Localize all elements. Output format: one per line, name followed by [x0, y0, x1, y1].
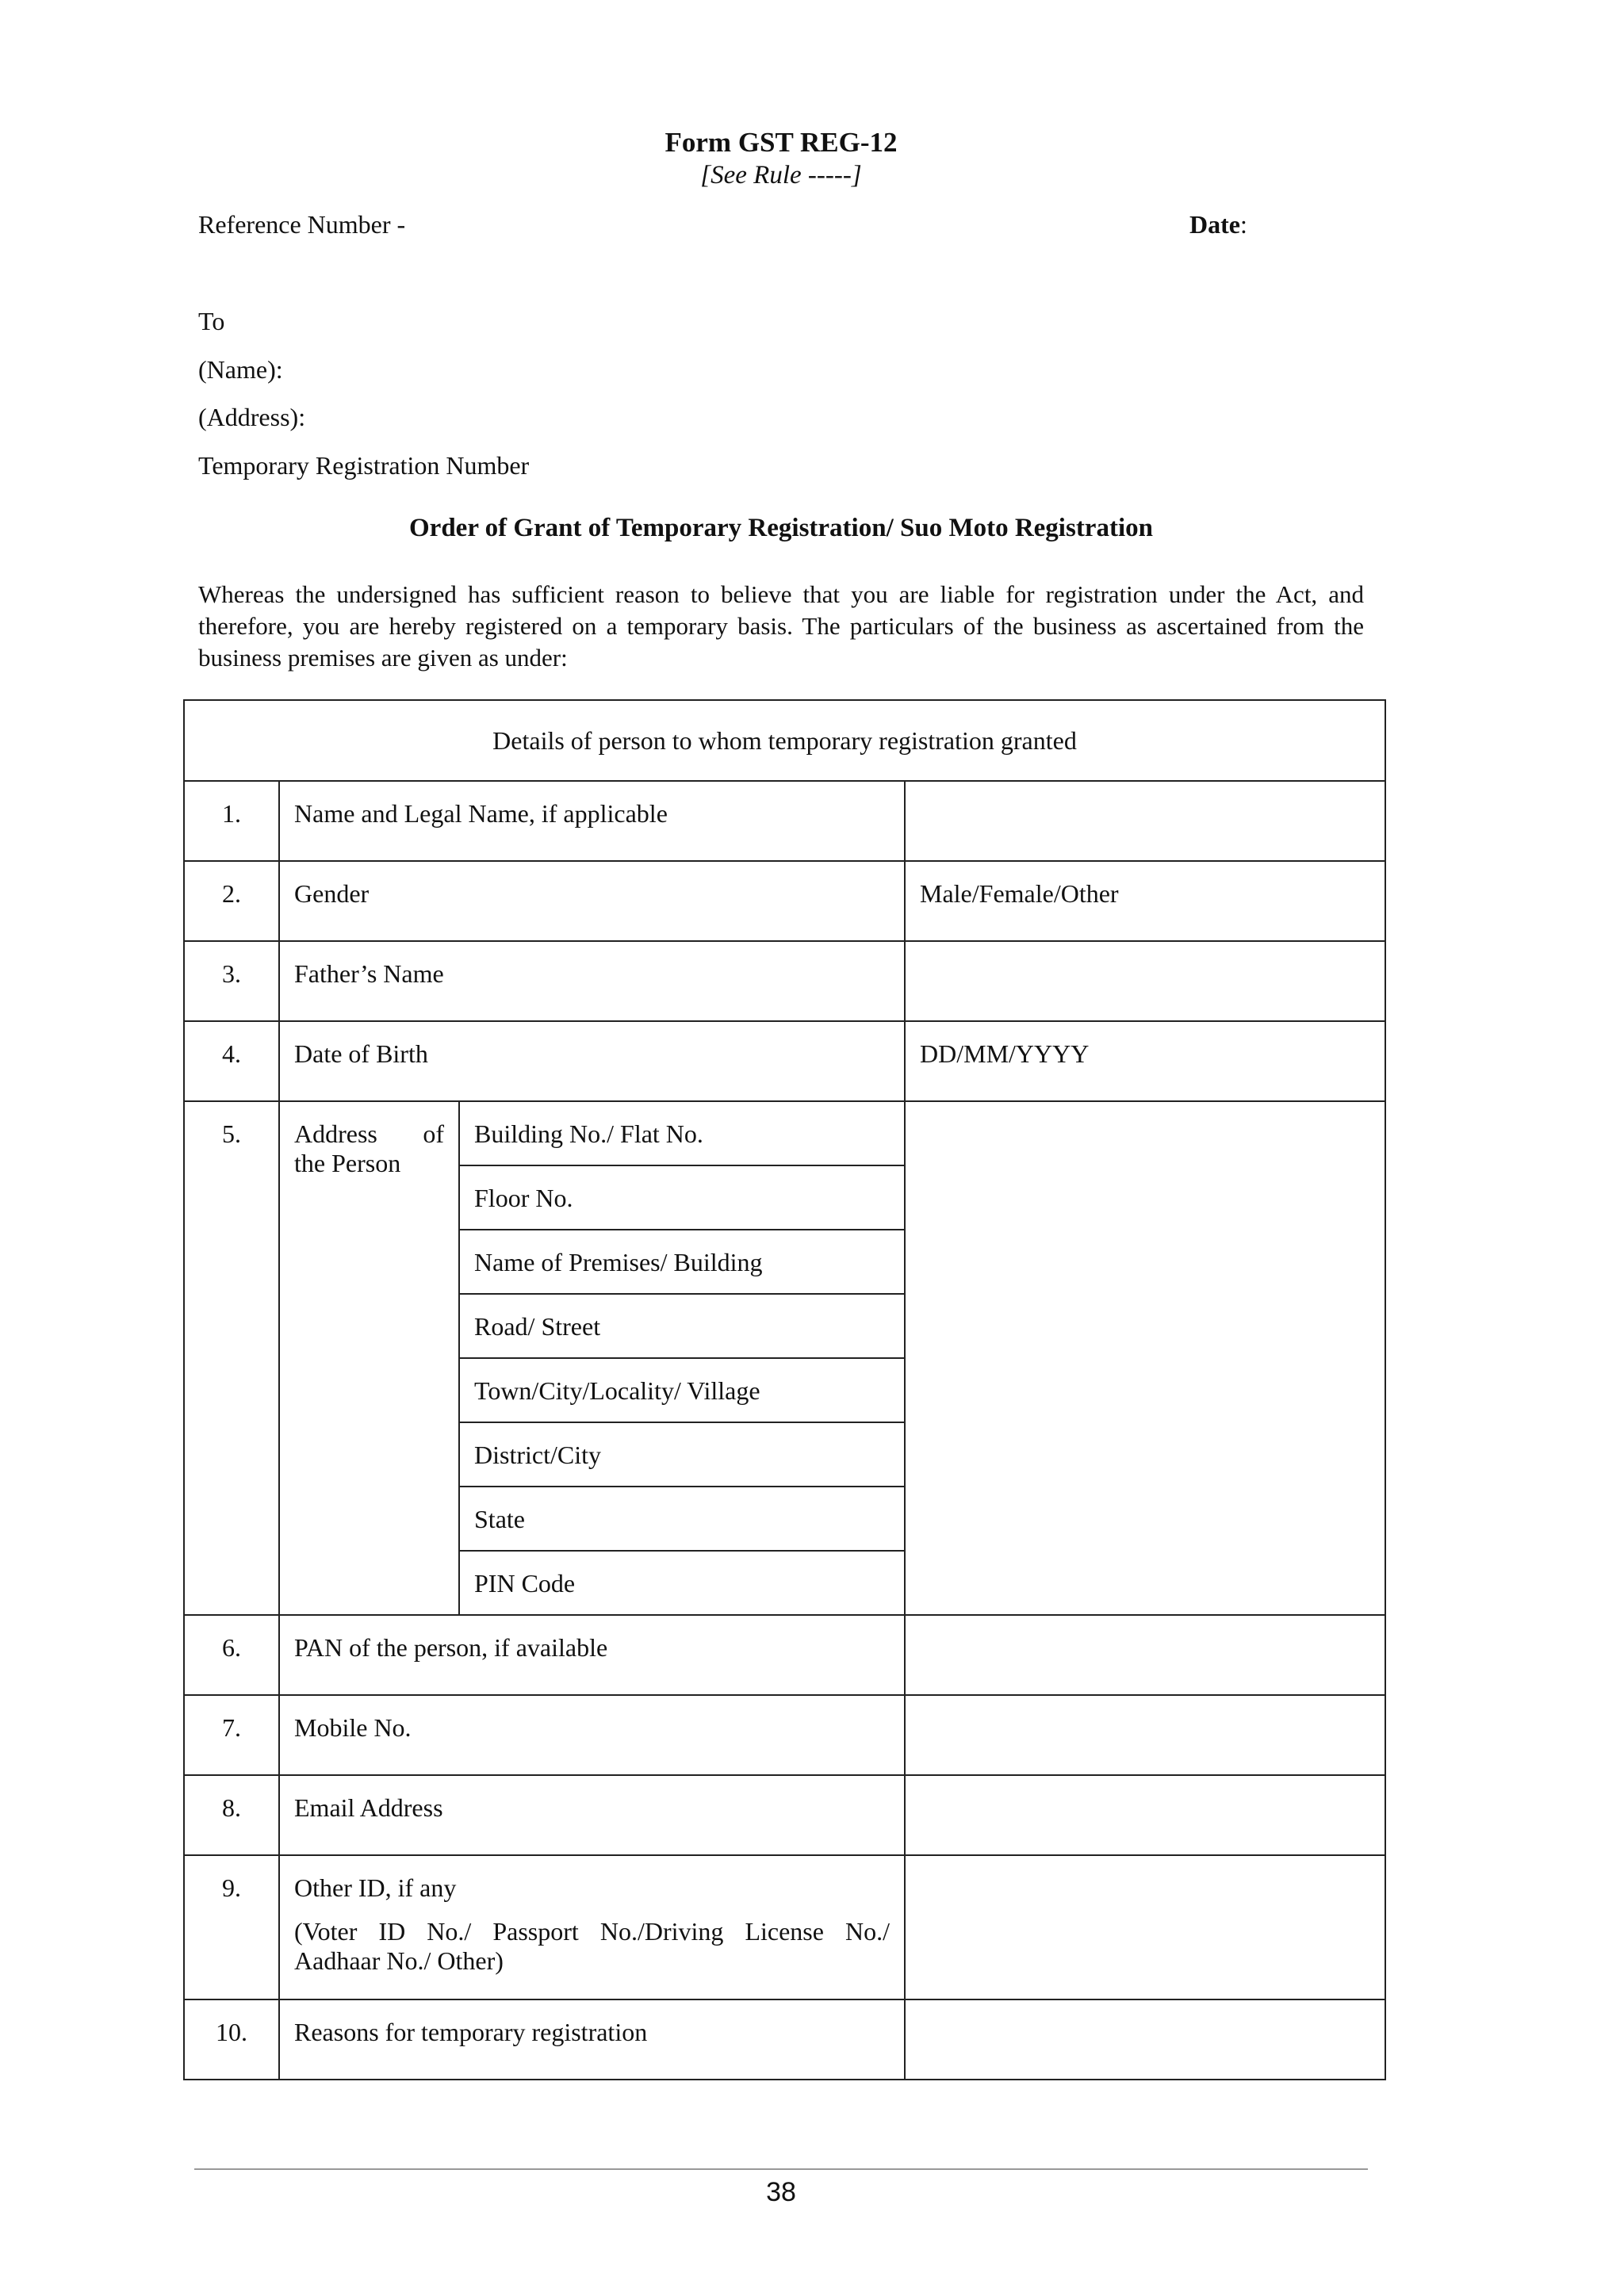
address-label: (Address): — [198, 403, 306, 431]
name-label: (Name): — [198, 355, 283, 384]
reference-number-label: Reference Number - — [198, 210, 406, 239]
row-label: Mobile No. — [279, 1695, 905, 1775]
row-value: DD/MM/YYYY — [905, 1021, 1385, 1101]
other-id-detail: (Voter ID No./ Passport No./Driving License No./ Aadhaar No./ Other) — [294, 1917, 890, 1975]
row-label: Date of Birth — [279, 1021, 905, 1101]
row-number: 2. — [184, 861, 279, 941]
row-label: Email Address — [279, 1775, 905, 1855]
row-number: 3. — [184, 941, 279, 1021]
temporary-registration-number-label: Temporary Registration Number — [198, 451, 530, 480]
to-label: To — [198, 307, 225, 335]
address-field: Building No./ Flat No. — [459, 1101, 905, 1165]
address-label-line1 — [294, 1119, 444, 1149]
details-table — [183, 699, 1386, 2080]
address-field: PIN Code — [459, 1551, 905, 1615]
row-number: 4. — [184, 1021, 279, 1101]
row-label: Reasons for temporary registration — [279, 1999, 905, 2080]
table-header: Details of person to whom temporary registration granted — [184, 700, 1385, 781]
row-number: 6. — [184, 1615, 279, 1695]
form-title: Form GST REG-12 — [665, 127, 898, 158]
row-number: 9. — [184, 1855, 279, 1999]
address-field: Name of Premises/ Building — [459, 1230, 905, 1294]
address-field: Town/City/Locality/ Village — [459, 1358, 905, 1422]
row-value — [905, 1999, 1385, 2080]
date-label-text: Date — [1189, 210, 1240, 239]
table-row — [184, 1775, 1385, 1855]
date-colon: : — [1239, 210, 1247, 239]
row-label: Name and Legal Name, if applicable — [279, 781, 905, 861]
table-row — [184, 1615, 1385, 1695]
row-number: 10. — [184, 1999, 279, 2080]
row-number: 1. — [184, 781, 279, 861]
row-label: Gender — [279, 861, 905, 941]
page-number: 38 — [766, 2177, 796, 2207]
table-row — [184, 861, 1385, 941]
address-of-person-label — [279, 1101, 459, 1615]
address-label-word: Address — [294, 1119, 377, 1148]
other-id-cell — [279, 1855, 905, 1999]
row-value — [905, 1615, 1385, 1695]
address-field: District/City — [459, 1422, 905, 1487]
row-number: 5. — [184, 1101, 279, 1615]
table-row — [184, 1021, 1385, 1101]
other-id-label: Other ID, if any — [294, 1873, 457, 1902]
footer-divider — [194, 2168, 1368, 2170]
table-row — [184, 941, 1385, 1021]
address-value — [905, 1101, 1385, 1615]
row-value — [905, 1855, 1385, 1999]
row-value: Male/Female/Other — [905, 861, 1385, 941]
row-value — [905, 941, 1385, 1021]
address-field: State — [459, 1487, 905, 1551]
table-row — [184, 781, 1385, 861]
order-title: Order of Grant of Temporary Registration/ Suo Moto Registration — [409, 514, 1153, 542]
address-label-line2: the Person — [294, 1149, 401, 1177]
row-value — [905, 1695, 1385, 1775]
address-label-of: of — [423, 1119, 444, 1148]
intro-paragraph: Whereas the undersigned has sufficient reason to believe that you are liable for registration under the Act, and therefore, you are hereby registered on a temporary basis. The particulars of the business as ascertained from the business premises are given as under: — [198, 580, 1364, 672]
row-value — [905, 1775, 1385, 1855]
row-number: 8. — [184, 1775, 279, 1855]
row-label: PAN of the person, if available — [279, 1615, 905, 1695]
table-row — [184, 1695, 1385, 1775]
date-label — [1189, 210, 1247, 239]
form-rule: [See Rule -----] — [700, 161, 862, 189]
row-value — [905, 781, 1385, 861]
table-row — [184, 1999, 1385, 2080]
table-row — [184, 1855, 1385, 1999]
address-row — [184, 1101, 1385, 1165]
row-label: Father’s Name — [279, 941, 905, 1021]
address-field: Road/ Street — [459, 1294, 905, 1358]
address-field: Floor No. — [459, 1165, 905, 1230]
row-number: 7. — [184, 1695, 279, 1775]
